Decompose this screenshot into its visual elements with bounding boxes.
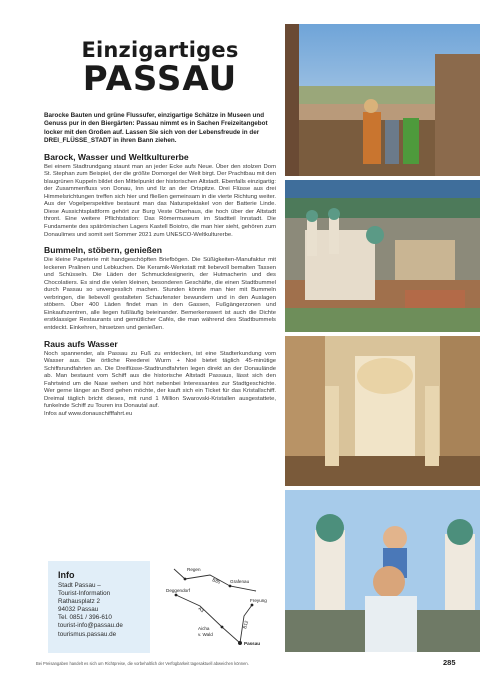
- section-text: Bei einem Stadtrundgang staunt man an jeder Ecke aufs Neue. Über den stolzen Dom St. Stephan zum Beispiel, der die größte Domorgel der Welt birgt. Der Prachtbau mit den blaugrünen Kuppeln bildet den Mittelpunkt der historischen Altstadt. Ebenfalls einzigartig: der Zusammenfluss von Donau, Inn und Ilz an der Ortspitze. Drei Flüsse aus drei Himmelsrichtungen treffen sich hier und fließen gemeinsam in die vierte Richtung weiter. Aus der Vogelperspektive bestaunt man das Naturspektakel von der Batterie Linde. Diese Aussichtsplattform gehört zur Burg Veste Oberhaus, die hoch über der Altstadt thront. Eine weitere Pflichtstation: Das Römermuseum im Stadtteil Innstadt. Die Fundamente des spätrömischen Lagers Kastell Boiotro, die man hier sieht, gehören zum Donaulimes und somit seit Sommer 2021 zum UNESCO-Weltkulturerbe.: [44, 163, 276, 238]
- map-label-aicha: Aicha: [198, 626, 210, 631]
- photo-image: [285, 490, 480, 652]
- map-town-dot: [251, 604, 254, 607]
- website-link[interactable]: Infos auf www.donauschifffahrt.eu: [44, 410, 133, 417]
- article-column: [44, 38, 276, 418]
- map-town-dot: [175, 594, 178, 597]
- map-passau-dot: [238, 641, 242, 645]
- page-title-line2: PASSAU: [82, 59, 238, 99]
- map-label-aicha-wald: v. Wald: [198, 632, 213, 637]
- info-website[interactable]: tourismus.passau.de: [58, 630, 117, 638]
- info-title: Info: [58, 570, 75, 580]
- info-phone[interactable]: Tel. 0851 / 396-610: [58, 614, 112, 622]
- intro-paragraph: Barocke Bauten und grüne Flussufer, einzigartige Schätze in Museen und Genuss pur in den Biergärten: Passau nimmt es in Sachen Freizeitangebot locker mit den Großen auf. Lassen Sie sich von der Lebensfreude in der DREI_FLÜSSE_STADT in ihren Bann ziehen.: [44, 112, 268, 145]
- footer-disclaimer: Bei Preisangaben handelt es sich um Richtpreise, die vorbehaltlich der Verfügbarkeit tagesaktuell abweichen können.: [36, 661, 249, 666]
- road-line: [174, 569, 185, 579]
- info-address-city: 94032 Passau: [58, 606, 99, 614]
- map-label-deggendorf: Deggendorf: [166, 588, 191, 593]
- section-bummeln: [44, 245, 276, 332]
- section-barock: [44, 152, 276, 239]
- map-label-regen: Regen: [187, 567, 201, 572]
- map-town-dot: [229, 585, 232, 588]
- map-road-label: B85: [211, 577, 222, 585]
- map-road-label: B12: [242, 620, 250, 630]
- section-wasser: [44, 339, 276, 419]
- photo-city-view-hikers: [285, 24, 480, 176]
- photo-father-child: [285, 490, 480, 652]
- info-box: [48, 561, 150, 653]
- info-line: Tourist-Information: [58, 590, 111, 598]
- map-road-label: A3: [197, 605, 205, 614]
- section-heading: Bummeln, stöbern, genießen: [44, 245, 162, 256]
- location-map: [160, 561, 278, 653]
- section-heading: Barock, Wasser und Weltkulturerbe: [44, 151, 189, 162]
- photo-image: [285, 336, 480, 486]
- section-text: Noch spannender, als Passau zu Fuß zu entdecken, ist eine Stadterkundung vom Wasser aus. Die örtliche Reederei Wurm + Noé bietet täglich 45-minütige Schiffsrundfahrten an. Die Dreiflüsse-Stadtrundfahrten legen direkt an der Donaulände ab. Man bestaunt vom Schiff aus die historische Altstadt Passaus, lässt sich den Fahrtwind um die Nase wehen und hört nebenbei Interessantes zur Stadtgeschichte. Wer gerne länger an Bord gehen möchte, der kauft sich ein Ticket für das Kristallschiff. Dreimal täglich bricht dieses, mit rund 1 Million Swarovski-Kristallen ausgestattete, funkelnde Schiff zu Touren ins Donautal auf.: [44, 350, 276, 410]
- map-town-dot: [184, 578, 187, 581]
- photo-baroque-interior: [285, 336, 480, 486]
- info-email[interactable]: tourist-info@passau.de: [58, 622, 123, 630]
- map-label-passau: Passau: [244, 641, 261, 646]
- photo-image: [285, 24, 480, 176]
- page-title-line1: Einzigartiges: [81, 38, 239, 62]
- page-number: 285: [443, 658, 456, 667]
- info-line: Stadt Passau –: [58, 582, 101, 589]
- info-address-street: Rathausplatz 2: [58, 598, 101, 606]
- section-text: Die kleine Papeterie mit handgeschöpften Briefbögen. Die Süßigkeiten-Manufaktur mit leckeren Pralinen und Lebkuchen. Die Keramik-Werkstatt mit liebevoll bemalten Tassen und Schüsseln. Die Läden der Schmuckdesignerin, der Hutmacherin und des Chocolatiers. Es sind die vielen kleinen, besonderen Geschäfte, die einen Stadtbummel durch Passau so unvergesslich machen. Stunden könnte man hier mit Bummeln verbringen, die liebevoll gestalteten Schaufenster bewundern und in den Auslagen stöbern. Über 400 Läden findet man in den Gassen, Fußgängerzonen und Einkaufszentren, alle liegen fußläufig beieinander. Bemerkenswert ist auch die Dichte erstklassiger Restaurants und gemütlicher Cafés, die man während des Stadtbummels entdeckt. Einkehren, hinsetzen und genießen.: [44, 257, 276, 332]
- map-graphic: [160, 561, 278, 653]
- map-label-freyung: Freyung: [250, 598, 267, 603]
- section-heading: Raus aufs Wasser: [44, 338, 118, 349]
- photo-image: [285, 180, 480, 332]
- photo-aerial-cathedral: [285, 180, 480, 332]
- map-label-grafenau: Grafenau: [230, 579, 250, 584]
- map-town-dot: [221, 626, 224, 629]
